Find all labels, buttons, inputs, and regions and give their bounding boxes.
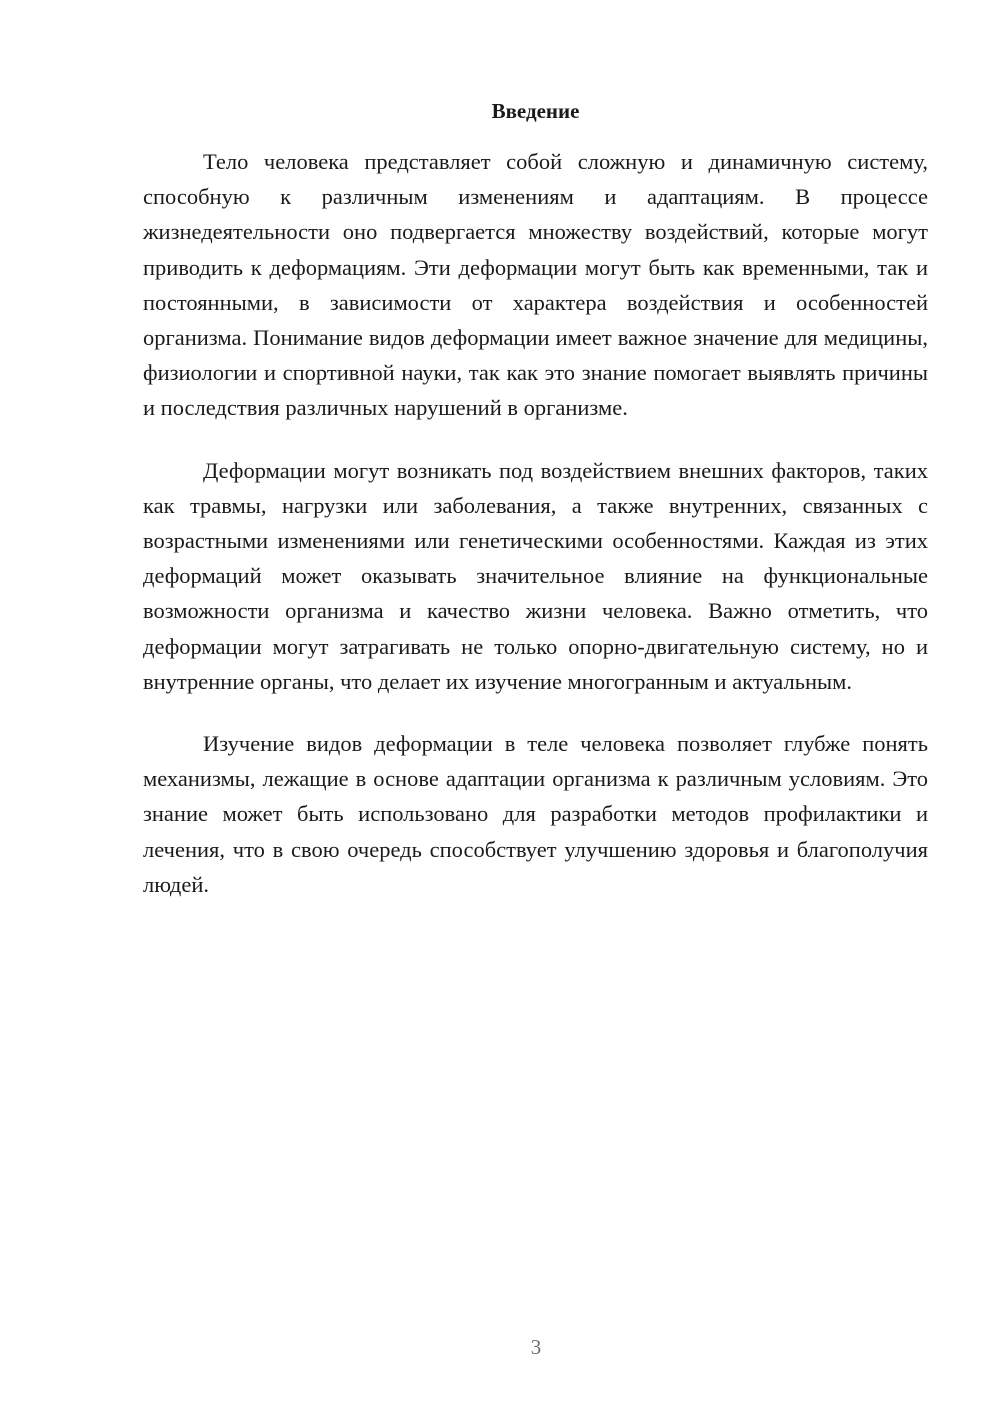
- paragraph-3: Изучение видов деформации в теле человека позволяет глубже понять механизмы, лежащие в основе адаптации организма к различным условиям. Это знание может быть использовано для разработки методов профилактики и лечения, что в свою очередь способствует улучшению здоровья и благополучия людей.: [143, 731, 928, 897]
- paragraph-1: Тело человека представляет собой сложную и динамичную систему, способную к различным изменениям и адаптациям. В процессе жизнедеятельности оно подвергается множеству воздействий, которые могут приводить к деформациям. Эти деформации могут быть как временными, так и постоянными, в зависимости от характера воздействия и особенностей организма. Понимание видов деформации имеет важное значение для медицины, физиологии и спортивной науки, так как это знание помогает выявлять причины и последствия различных нарушений в организме.: [143, 149, 928, 421]
- section-heading: Введение: [491, 99, 580, 123]
- body-text: [143, 144, 928, 929]
- paragraph-2: Деформации могут возникать под воздействием внешних факторов, таких как травмы, нагрузки или заболевания, а также внутренних, связанных с возрастными изменениями или генетическими особенностями. Каждая из этих деформаций может оказывать значительное влияние на функциональные возможности организма и качество жизни человека. Важно отметить, что деформации могут затрагивать не только опорно-двигательную систему, но и внутренние органы, что делает их изучение многогранным и актуальным.: [143, 457, 928, 694]
- page-number: 3: [530, 1335, 542, 1359]
